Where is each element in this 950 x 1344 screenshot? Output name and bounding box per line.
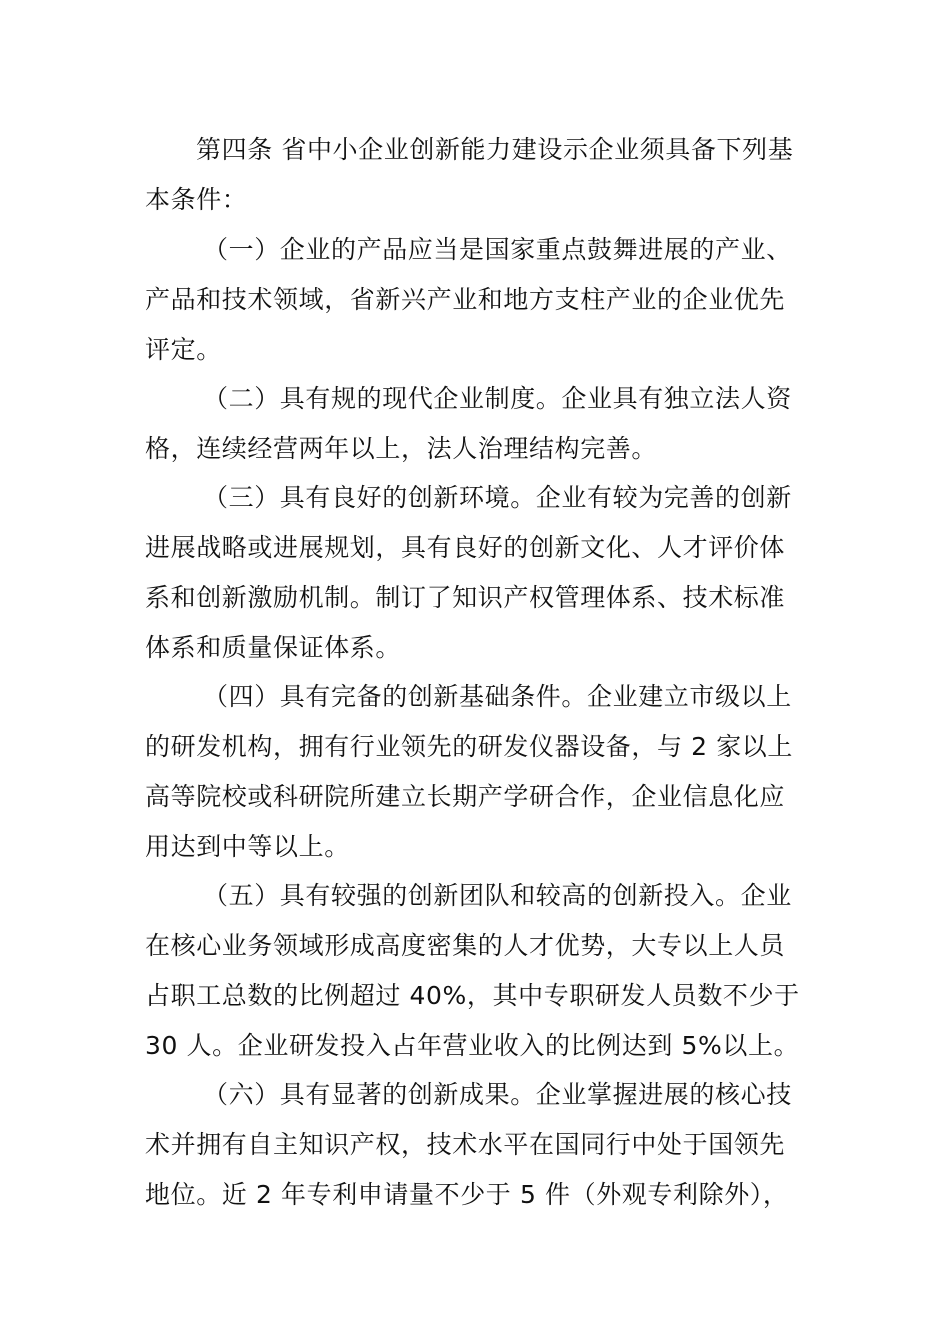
text-line: 体系和质量保证体系。	[145, 633, 402, 662]
text-line: 评定。	[145, 335, 222, 364]
text-line: 本条件：	[145, 185, 248, 214]
text-line: 第四条 省中小企业创新能力建设示企业须具备下列基	[196, 135, 794, 164]
text-line: 系和创新激励机制。制订了知识产权管理体系、技术标准	[145, 583, 786, 612]
text-line: 30 人。企业研发投入占年营业收入的比例达到 5%以上。	[145, 1031, 800, 1060]
text-line: （六）具有显著的创新成果。企业掌握进展的核心技	[203, 1080, 792, 1109]
text-line: 用达到中等以上。	[145, 832, 350, 861]
text-line: 占职工总数的比例超过 40%，其中专职研发人员数不少于	[145, 981, 800, 1010]
text-line: （三）具有良好的创新环境。企业有较为完善的创新	[203, 483, 792, 512]
text-line: （五）具有较强的创新团队和较高的创新投入。企业	[203, 881, 792, 910]
text-line: 术并拥有自主知识产权，技术水平在国同行中处于国领先	[145, 1130, 786, 1159]
text-line: 产品和技术领域，省新兴产业和地方支柱产业的企业优先	[145, 285, 786, 314]
text-line: 高等院校或科研院所建立长期产学研合作，企业信息化应	[145, 782, 786, 811]
text-line: 的研发机构，拥有行业领先的研发仪器设备，与 2 家以上	[145, 732, 794, 761]
text-line: （四）具有完备的创新基础条件。企业建立市级以上	[203, 682, 792, 711]
text-line: 格，连续经营两年以上，法人治理结构完善。	[145, 434, 658, 463]
text-line: 在核心业务领域形成高度密集的人才优势，大专以上人员	[145, 931, 786, 960]
text-line: （二）具有规的现代企业制度。企业具有独立法人资	[203, 384, 792, 413]
text-line: 进展战略或进展规划，具有良好的创新文化、人才评价体	[145, 533, 786, 562]
text-line: 地位。近 2 年专利申请量不少于 5 件（外观专利除外），	[145, 1180, 789, 1209]
text-line: （一）企业的产品应当是国家重点鼓舞进展的产业、	[203, 235, 792, 264]
